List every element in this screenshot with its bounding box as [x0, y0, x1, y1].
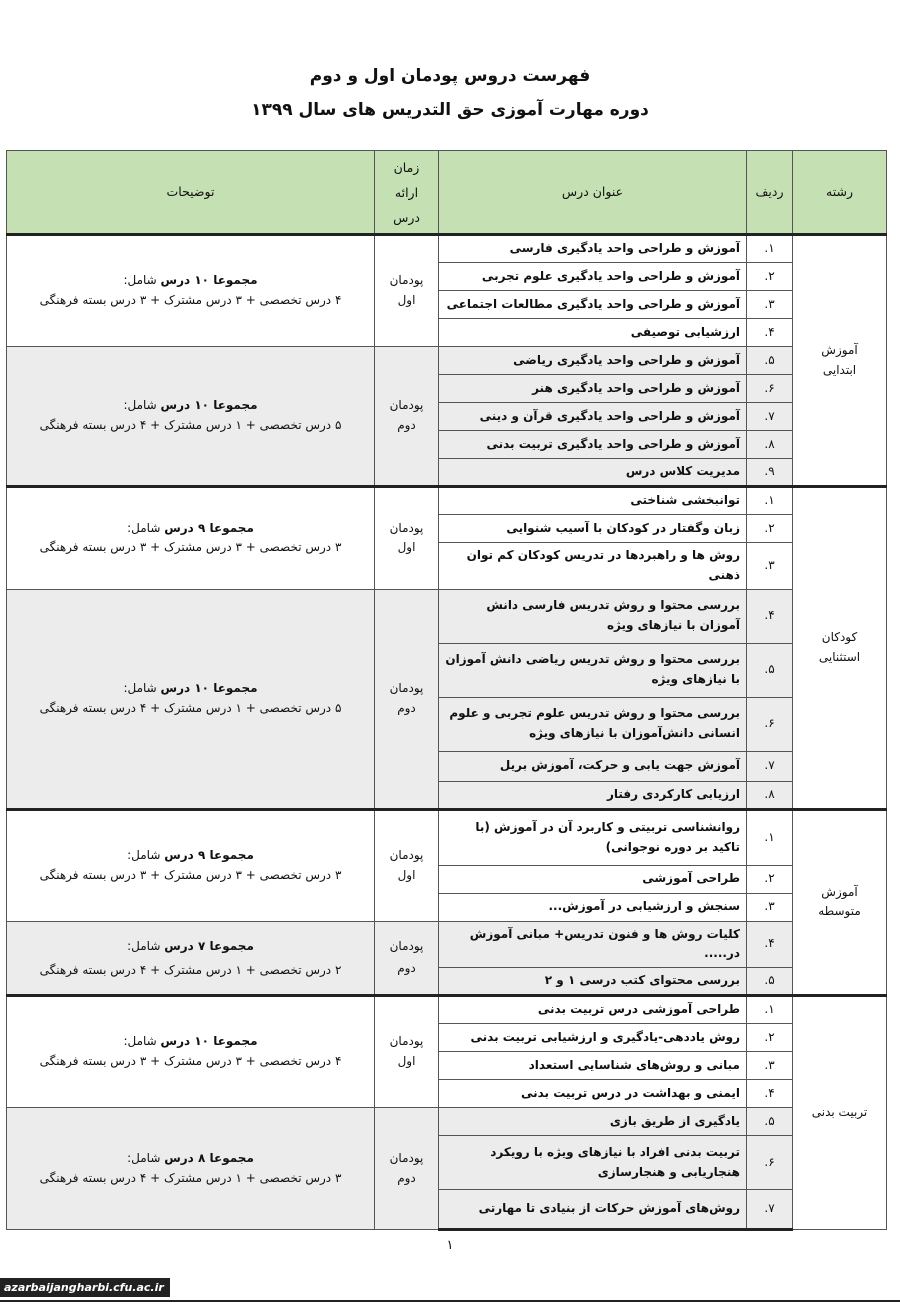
module-notes: مجموعا ۹ درس شامل: ۳ درس تخصصی + ۳ درس مشترک + ۳ درس بسته فرهنگی	[7, 487, 375, 590]
table-row: آموزش متوسطه ۱. روانشناسی تربیتی و کاربرد آن در آموزش (با تاکید بر دوره نوجوانی) پودمان اول مجموعا ۹ درس شامل: ۳ درس تخصصی + ۳ درس مشترک + ۳ درس بسته فرهنگی	[7, 809, 887, 865]
table-row: ۵. یادگیری از طریق بازی پودمان دوم مجموعا ۸ درس شامل: ۳ درس تخصصی + ۱ درس مشترک + ۴ درس بسته فرهنگی	[7, 1108, 887, 1136]
table-row: ۳. سنجش و ارزشیابی در آموزش...	[7, 893, 887, 921]
table-row: ۸. ارزیابی کارکردی رفتار	[7, 781, 887, 809]
footer-site-tag: azarbaijangharbi.cfu.ac.ir	[0, 1278, 170, 1297]
module-notes: مجموعا ۱۰ درس شامل: ۴ درس تخصصی + ۳ درس مشترک + ۳ درس بسته فرهنگی	[7, 235, 375, 347]
table-row: ۲. زبان وگفتار در کودکان با آسیب شنوایی	[7, 515, 887, 543]
module-time: پودمان دوم	[375, 921, 439, 996]
field-cell: آموزش ابتدایی	[793, 235, 887, 487]
page-number: ۱	[446, 1238, 454, 1253]
table-row: ۳. آموزش و طراحی واحد یادگیری مطالعات اجتماعی	[7, 291, 887, 319]
field-cell: تربیت بدنی	[793, 996, 887, 1230]
table-row: ۴. کلیات روش ها و فنون تدریس+ مبانی آموزش در..... پودمان دوم مجموعا ۷ درس شامل: ۲ درس تخصصی + ۱ درس مشترک + ۴ درس بسته فرهنگی	[7, 921, 887, 968]
table-row: ۶. بررسی محتوا و روش تدریس علوم تجربی و علوم انسانی دانش‌آموزان با نیازهای ویژه	[7, 697, 887, 751]
table-row: ۵. بررسی محتوای کتب درسی ۱ و ۲	[7, 968, 887, 996]
header-field: رشته	[793, 151, 887, 235]
module-time: پودمان اول	[375, 235, 439, 347]
table-row: ۲. روش یاددهی-یادگیری و ارزشیابی تربیت بدنی	[7, 1024, 887, 1052]
module-time: پودمان اول	[375, 996, 439, 1108]
module-time: پودمان دوم	[375, 589, 439, 809]
table-row: ۸. آموزش و طراحی واحد یادگیری تربیت بدنی	[7, 431, 887, 459]
table-row: ۷. روش‌های آموزش حرکات از بنیادی تا مهارتی	[7, 1190, 887, 1230]
table-row: ۴. ارزشیابی توصیفی	[7, 319, 887, 347]
table-row: ۴. بررسی محتوا و روش تدریس فارسی دانش آموزان با نیازهای ویژه پودمان دوم مجموعا ۱۰ درس شامل: ۵ درس تخصصی + ۱ درس مشترک + ۴ درس بسته فرهنگی	[7, 589, 887, 643]
module-notes: مجموعا ۱۰ درس شامل: ۵ درس تخصصی + ۱ درس مشترک + ۴ درس بسته فرهنگی	[7, 347, 375, 487]
table-row: ۶. آموزش و طراحی واحد یادگیری هنر	[7, 375, 887, 403]
module-notes: مجموعا ۹ درس شامل: ۳ درس تخصصی + ۳ درس مشترک + ۳ درس بسته فرهنگی	[7, 809, 375, 921]
table-row: ۳. روش ها و راهبردها در تدریس کودکان کم توان ذهنی	[7, 543, 887, 590]
module-time: پودمان دوم	[375, 1108, 439, 1230]
field-cell: آموزش متوسطه	[793, 809, 887, 996]
courses-table	[6, 150, 887, 1231]
table-row: ۲. طراحی آموزشی	[7, 865, 887, 893]
header-row-number: ردیف	[747, 151, 793, 235]
module-time: پودمان اول	[375, 809, 439, 921]
table-row: آموزش ابتدایی ۱. آموزش و طراحی واحد یادگیری فارسی پودمان اول مجموعا ۱۰ درس شامل: ۴ درس تخصصی + ۳ درس مشترک + ۳ درس بسته فرهنگی	[7, 235, 887, 263]
module-notes: مجموعا ۷ درس شامل: ۲ درس تخصصی + ۱ درس مشترک + ۴ درس بسته فرهنگی	[7, 921, 375, 996]
field-cell: کودکان استثنایی	[793, 487, 887, 810]
table-row: ۵. آموزش و طراحی واحد یادگیری ریاضی پودمان دوم مجموعا ۱۰ درس شامل: ۵ درس تخصصی + ۱ درس مشترک + ۴ درس بسته فرهنگی	[7, 347, 887, 375]
header-notes: توضیحات	[7, 151, 375, 235]
table-row: ۴. ایمنی و بهداشت در درس تربیت بدنی	[7, 1080, 887, 1108]
header-time: زمان ارائه درس	[375, 151, 439, 235]
module-notes: مجموعا ۱۰ درس شامل: ۴ درس تخصصی + ۳ درس مشترک + ۳ درس بسته فرهنگی	[7, 996, 375, 1108]
table-row: ۷. آموزش جهت یابی و حرکت، آموزش بریل	[7, 751, 887, 781]
module-notes: مجموعا ۱۰ درس شامل: ۵ درس تخصصی + ۱ درس مشترک + ۴ درس بسته فرهنگی	[7, 589, 375, 809]
table-header-row	[7, 151, 887, 235]
module-time: پودمان دوم	[375, 347, 439, 487]
table-row: ۳. مبانی و روش‌های شناسایی استعداد	[7, 1052, 887, 1080]
document-title: فهرست دروس پودمان اول و دوم	[309, 66, 591, 86]
header-course-title: عنوان درس	[439, 151, 747, 235]
footer-divider	[0, 1300, 900, 1302]
module-time: پودمان اول	[375, 487, 439, 590]
module-notes: مجموعا ۸ درس شامل: ۳ درس تخصصی + ۱ درس مشترک + ۴ درس بسته فرهنگی	[7, 1108, 375, 1230]
table-row: تربیت بدنی ۱. طراحی آموزشی درس تربیت بدنی پودمان اول مجموعا ۱۰ درس شامل: ۴ درس تخصصی + ۳ درس مشترک + ۳ درس بسته فرهنگی	[7, 996, 887, 1024]
table-row: ۲. آموزش و طراحی واحد یادگیری علوم تجربی	[7, 263, 887, 291]
document-subtitle: دوره مهارت آموزی حق التدریس های سال ۱۳۹۹	[251, 100, 649, 120]
table-row: ۶. تربیت بدنی افراد با نیازهای ویژه با رویکرد هنجاریابی و هنجارسازی	[7, 1136, 887, 1190]
table-row: ۵. بررسی محتوا و روش تدریس ریاضی دانش آموزان با نیازهای ویژه	[7, 643, 887, 697]
table-row: ۹. مدیریت کلاس درس	[7, 459, 887, 487]
table-row: ۷. آموزش و طراحی واحد یادگیری قرآن و دینی	[7, 403, 887, 431]
table-row: کودکان استثنایی ۱. توانبخشی شناختی پودمان اول مجموعا ۹ درس شامل: ۳ درس تخصصی + ۳ درس مشترک + ۳ درس بسته فرهنگی	[7, 487, 887, 515]
